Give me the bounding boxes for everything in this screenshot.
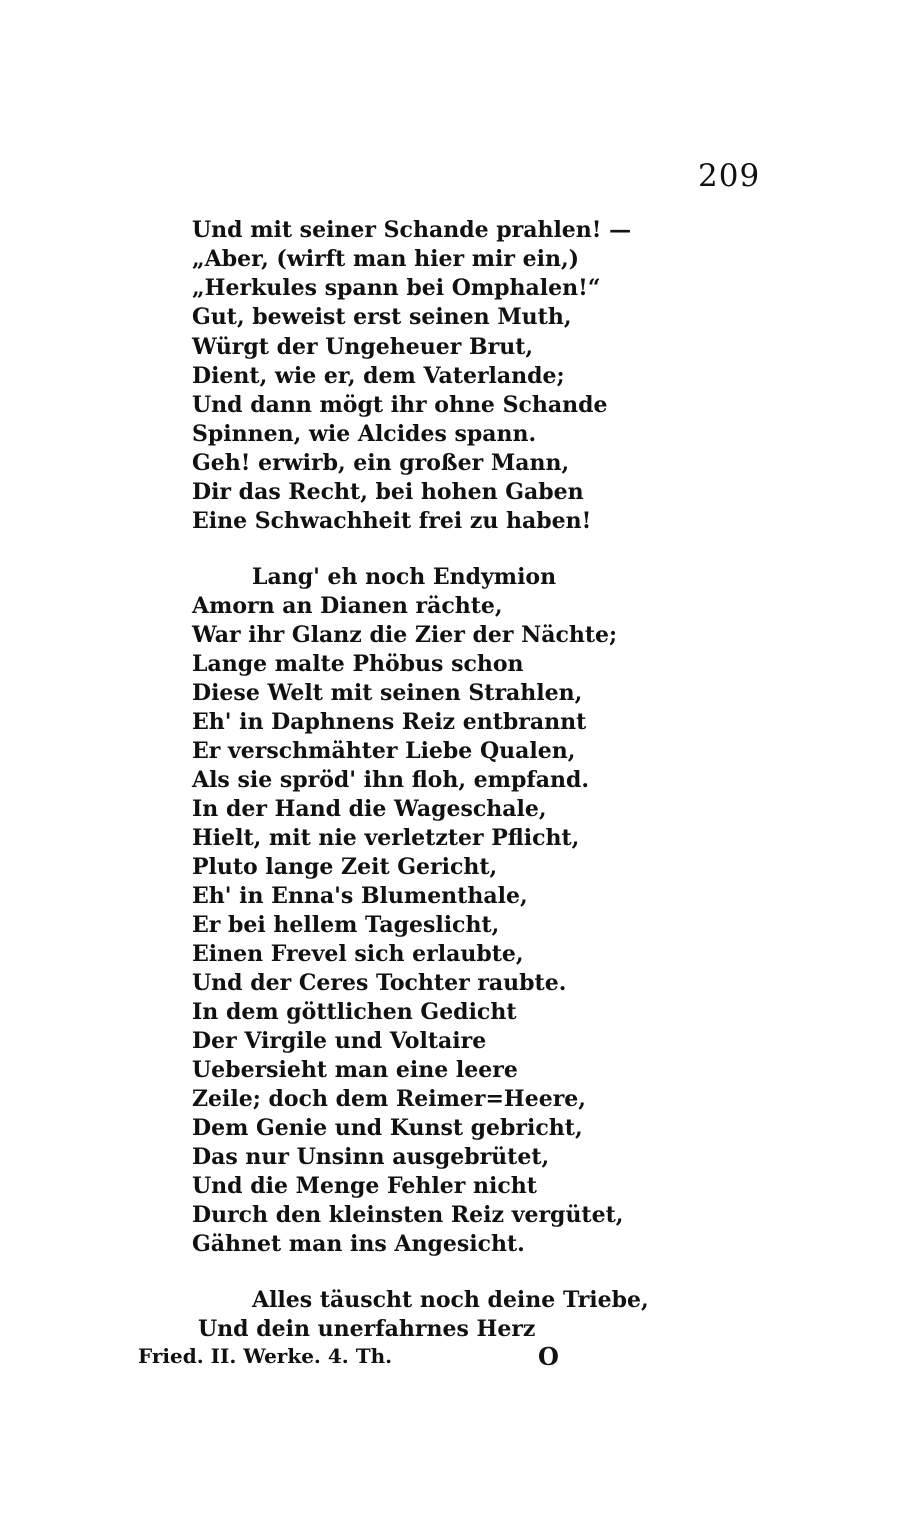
verse-line: In dem göttlichen Gedicht (192, 999, 517, 1025)
verse-line: „Aber, (wirft man hier mir ein,) (192, 246, 580, 272)
verse-line: Das nur Unsinn ausgebrütet, (192, 1144, 550, 1170)
verse-line: Spinnen, wie Alcides spann. (192, 421, 537, 447)
verse-line: Durch den kleinsten Reiz vergütet, (192, 1202, 624, 1228)
verse-line: Und der Ceres Tochter raubte. (192, 970, 567, 996)
verse-line: Lange malte Phöbus schon (192, 651, 524, 677)
verse-line: Und dein unerfahrnes Herz (198, 1316, 536, 1342)
verse-line: Und dann mögt ihr ohne Schande (192, 392, 608, 418)
verse-line: Gähnet man ins Angesicht. (192, 1231, 525, 1257)
signature-line: Fried. II. Werke. 4. Th. (138, 1344, 393, 1368)
verse-line: Diese Welt mit seinen Strahlen, (192, 680, 583, 706)
verse-line: Eh' in Enna's Blumenthale, (192, 883, 528, 909)
page-number: 209 (698, 158, 761, 194)
verse-line: Dem Genie und Kunst gebricht, (192, 1115, 583, 1141)
verse-line: Geh! erwirb, ein großer Mann, (192, 450, 570, 476)
verse-line: Einen Frevel sich erlaubte, (192, 941, 524, 967)
verse-line: Gut, beweist erst seinen Muth, (192, 304, 572, 330)
verse-line: Amorn an Dianen rächte, (192, 593, 503, 619)
verse-line: Als sie spröd' ihn floh, empfand. (192, 767, 590, 793)
sheet-mark: O (538, 1342, 559, 1371)
verse-line: Er bei hellem Tageslicht, (192, 912, 500, 938)
signature-footer (138, 1344, 568, 1374)
verse-line: Lang' eh noch Endymion (252, 564, 557, 590)
verse-line: Eh' in Daphnens Reiz entbrannt (192, 709, 587, 735)
verse-line: Und die Menge Fehler nicht (192, 1173, 537, 1199)
verse-line: Uebersieht man eine leere (192, 1057, 518, 1083)
verse-line: Er verschmähter Liebe Qualen, (192, 738, 576, 764)
verse-line: Eine Schwachheit frei zu haben! (192, 508, 592, 534)
verse-line: Dient, wie er, dem Vaterlande; (192, 363, 565, 389)
verse-line: Zeile; doch dem Reimer=Heere, (192, 1086, 586, 1112)
verse-line: War ihr Glanz die Zier der Nächte; (192, 622, 618, 648)
verse-line: Würgt der Ungeheuer Brut, (192, 334, 534, 360)
verse-line: In der Hand die Wageschale, (192, 796, 547, 822)
verse-line: Der Virgile und Voltaire (192, 1028, 487, 1054)
verse-line: „Herkules spann bei Omphalen!“ (192, 275, 601, 301)
verse-line: Pluto lange Zeit Gericht, (192, 854, 498, 880)
verse-line: Hielt, mit nie verletzter Pflicht, (192, 825, 580, 851)
verse-line: Alles täuscht noch deine Triebe, (252, 1287, 649, 1313)
verse-line: Und mit seiner Schande prahlen! — (192, 217, 632, 243)
verse-line: Dir das Recht, bei hohen Gaben (192, 479, 584, 505)
